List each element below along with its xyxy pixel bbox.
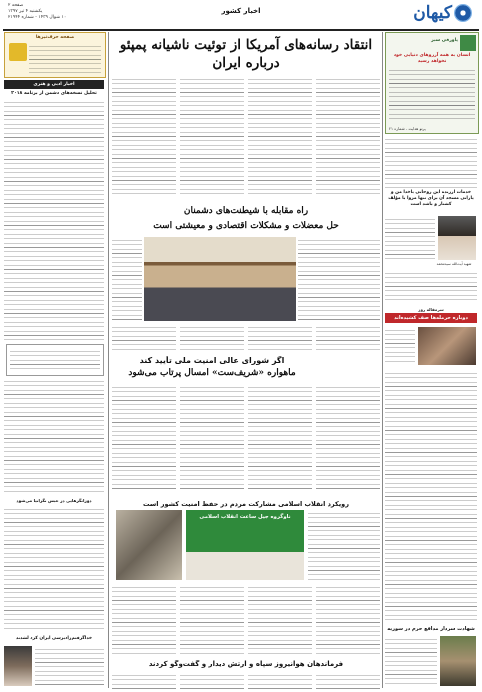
left-portrait-photo (4, 646, 32, 686)
mid-headline-1: راه مقابله با شیطنت‌های دشمنان (183, 206, 309, 216)
section-title: اخبار کشور (221, 7, 261, 15)
green-box (385, 32, 479, 134)
right-column-text-1 (385, 136, 477, 188)
left-bottom-headline: خداگرفتم‌زادبرسی ایران کرد لشدند (15, 636, 93, 641)
photo-side-text (298, 237, 380, 321)
badge-text (29, 43, 101, 73)
masthead-rule (3, 29, 479, 31)
ceremony-side-text (308, 510, 380, 580)
right-column-text-6 (385, 636, 437, 686)
date-line-1: یکشنبه ۴ تیر ۱۳۹۷ (8, 9, 43, 14)
martyr-photo (440, 636, 476, 686)
badge-icon (9, 43, 27, 61)
main-text-block (112, 76, 380, 196)
promo-banner: دوباره حرمله‌ها صف کشیده‌اند (385, 313, 477, 323)
left-inset-text (10, 348, 100, 372)
green-logo-icon (460, 35, 476, 51)
right-column-text-5 (385, 370, 477, 622)
left-column-text-4 (35, 646, 104, 686)
section-headline-1: اگر شورای عالی امنیت ملی تأیید کند (139, 356, 285, 365)
page-number: صفحه ۲ (8, 3, 24, 8)
left-mid-headline: دورانگرهایی در حبس نگرانیا می‌شود (16, 498, 92, 503)
mid-headline-2: حل معضلات و مشکلات اقتصادی و معیشتی است (153, 221, 339, 231)
left-inset-box (6, 344, 104, 376)
right-column-text-3 (385, 270, 477, 304)
logo-emblem-icon (454, 4, 472, 22)
left-column-text-3 (4, 506, 104, 632)
portrait-photo (438, 216, 476, 260)
column-divider-right (382, 32, 383, 688)
promo-label: سرمقاله روز (418, 307, 444, 312)
meeting-text (112, 324, 380, 350)
news-headline: تحلیل نسخه‌های دشمن از برنامه ۲۰۱۸ (11, 91, 97, 96)
portrait-caption: شهید آیت‌الله سید‌محمد (436, 262, 472, 266)
section-headline-2: ماهواره «شریف‌ست» امسال پرتاب می‌شود (128, 368, 296, 378)
main-bottom-headline: فرماندهان هوانیروز سپاه و ارتش دیدار و گفت‌وگو کردند (148, 660, 344, 668)
main-bottom-text (112, 672, 380, 690)
left-column-text-1 (4, 99, 104, 341)
column-divider-left (108, 32, 109, 688)
green-box-title: پاورقی سبز (431, 38, 458, 43)
right-story-headline: خدمات ارزنده این روحانی باخدا من و یارانی مسجد آن برای تنها مروا با مؤلف کشتار و باشد است (388, 190, 474, 207)
left-column-text-2 (4, 378, 104, 494)
photo-left-text (112, 237, 142, 321)
ceremony-photo-main (186, 510, 304, 580)
right-bottom-headline: شهادت سردار مدافع حرم در سوریه (387, 626, 475, 632)
green-box-headline: انسان به همه آرزوهای دنیایی خود نخواهد رسید (393, 53, 471, 64)
green-box-footer: پرتو هدایت - شماره ۲۱ (389, 126, 426, 131)
green-box-text (389, 67, 475, 123)
masthead (0, 0, 482, 30)
right-column-text-4 (385, 327, 415, 365)
news-box-title: اخبار ادبی و هنری (4, 80, 104, 89)
ceremony-text (112, 584, 380, 656)
logo-text: کیهان (413, 3, 452, 23)
left-badge-box (4, 32, 106, 78)
main-headline: انتقاد رسانه‌های آمریکا از توئیت ناشیانه پمپئو درباره ایران (119, 37, 373, 71)
photo-banner-text: ناوگروه جیل ساعت انقلاب اسلامی (199, 514, 291, 520)
promo-photo (418, 327, 476, 365)
badge-title: صفحه حرف‌تیرها (35, 35, 75, 40)
right-column-text-2 (385, 216, 435, 260)
ceremony-photo-small (116, 510, 182, 580)
date-line-2: ۱۰ شوال ۱۴۳۹ - شماره ۲۱۹۴۴ (8, 15, 67, 20)
logo (410, 0, 472, 28)
section-headline-3: رویکرد انقلاب اسلامی مشارکت مردم در حفظ امنیت کشور است (143, 500, 349, 508)
meeting-photo (144, 237, 296, 321)
satellite-text (112, 384, 380, 492)
